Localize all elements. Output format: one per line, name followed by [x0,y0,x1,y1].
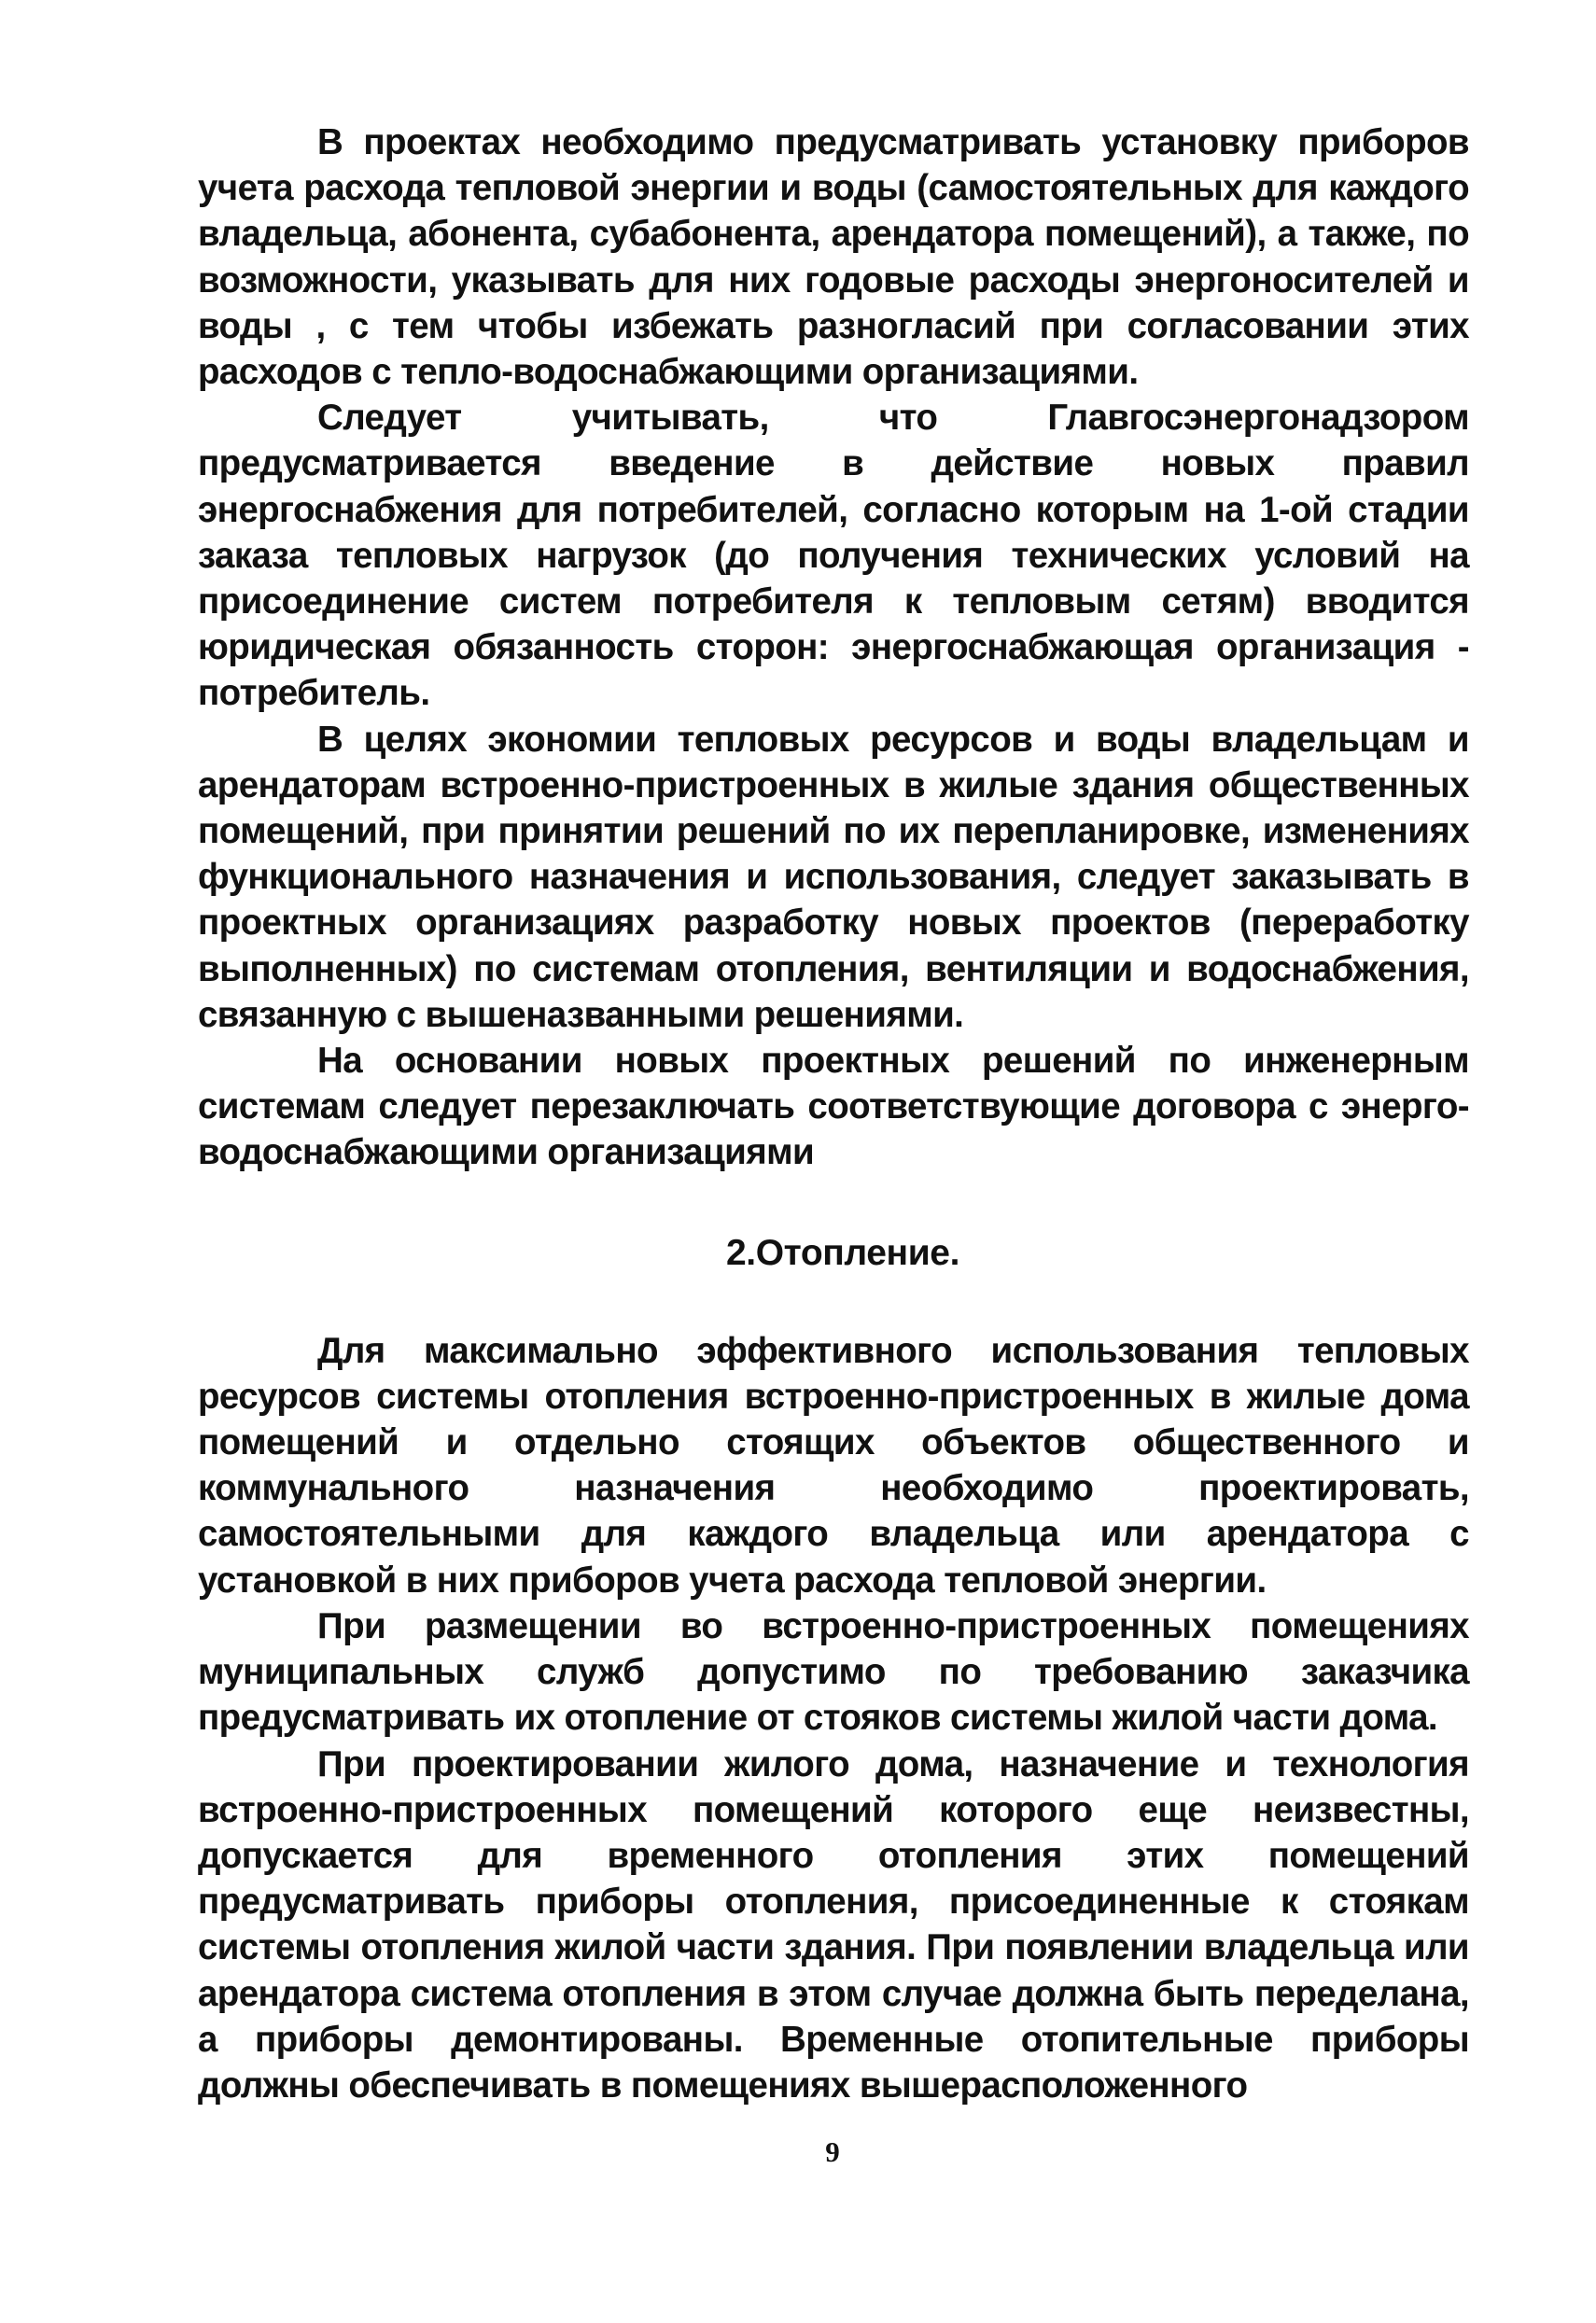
paragraph-resource-saving: В целях экономии тепловых ресурсов и воды владельцам и арендаторам встроенно-пристроенных в жилые здания общественных помещений, при принятии решений по их перепланировке, изменениях функционального назначения и использования, следует заказывать в проектных организациях разработку новых проектов (переработку выполненных) по системам отопления, вентиляции и водоснабжения, связанную с вышеназванными решениями. [198,719,1469,1035]
section-title-heating: 2.Отопление. [725,1232,960,1273]
paragraph-contracts: На основании новых проектных решений по инженерным системам следует перезаключать соответствующие договора с энерго-водоснабжающими организациями [198,1041,1469,1173]
document-body [198,119,1469,2108]
paragraph-municipal-services: При размещении во встроенно-пристроенных помещениях муниципальных служб допустимо по требованию заказчика предусматривать их отопление от стояков системы жилой части дома. [198,1605,1469,1739]
page-number: 9 [825,2135,840,2168]
paragraph-energy-rules: Следует учитывать, что Главгосэнергонадзором предусматривается введение в действие новых правил энергоснабжения для потребителей, согласно которым на 1-ой стадии заказа тепловых нагрузок (до получения технических условий на присоединение систем потребителя к тепловым сетям) вводится юридическая обязанность сторон: энергоснабжающая организация - потребитель. [198,398,1469,714]
paragraph-metering: В проектах необходимо предусматривать установку приборов учета расхода тепловой энергии и воды (самостоятельных для каждого владельца, абонента, субабонента, арендатора помещений), а также, по возможности, указывать для них годовые расходы энергоносителей и воды , с тем чтобы избежать разногласий при согласовании этих расходов с тепло-водоснабжающими организациями. [198,122,1469,393]
paragraph-temporary-heating: При проектировании жилого дома, назначение и технология встроенно-пристроенных помещений которого еще неизвестны, допускается для временного отопления этих помещений предусматривать приборы отопления, присоединенные к стоякам системы отопления жилой части здания. При появлении владельца или арендатора система отопления в этом случае должна быть переделана, а приборы демонтированы. Временные отопительные приборы должны обеспечивать в помещениях вышерасположенного [198,1743,1469,2106]
paragraph-heating-efficiency: Для максимально эффективного использования тепловых ресурсов системы отопления встроенно-пристроенных в жилые дома помещений и отдельно стоящих объектов общественного и коммунального назначения необходимо проектировать, самостоятельными для каждого владельца или арендатора с установкой в них приборов учета расхода тепловой энергии. [198,1330,1469,1601]
